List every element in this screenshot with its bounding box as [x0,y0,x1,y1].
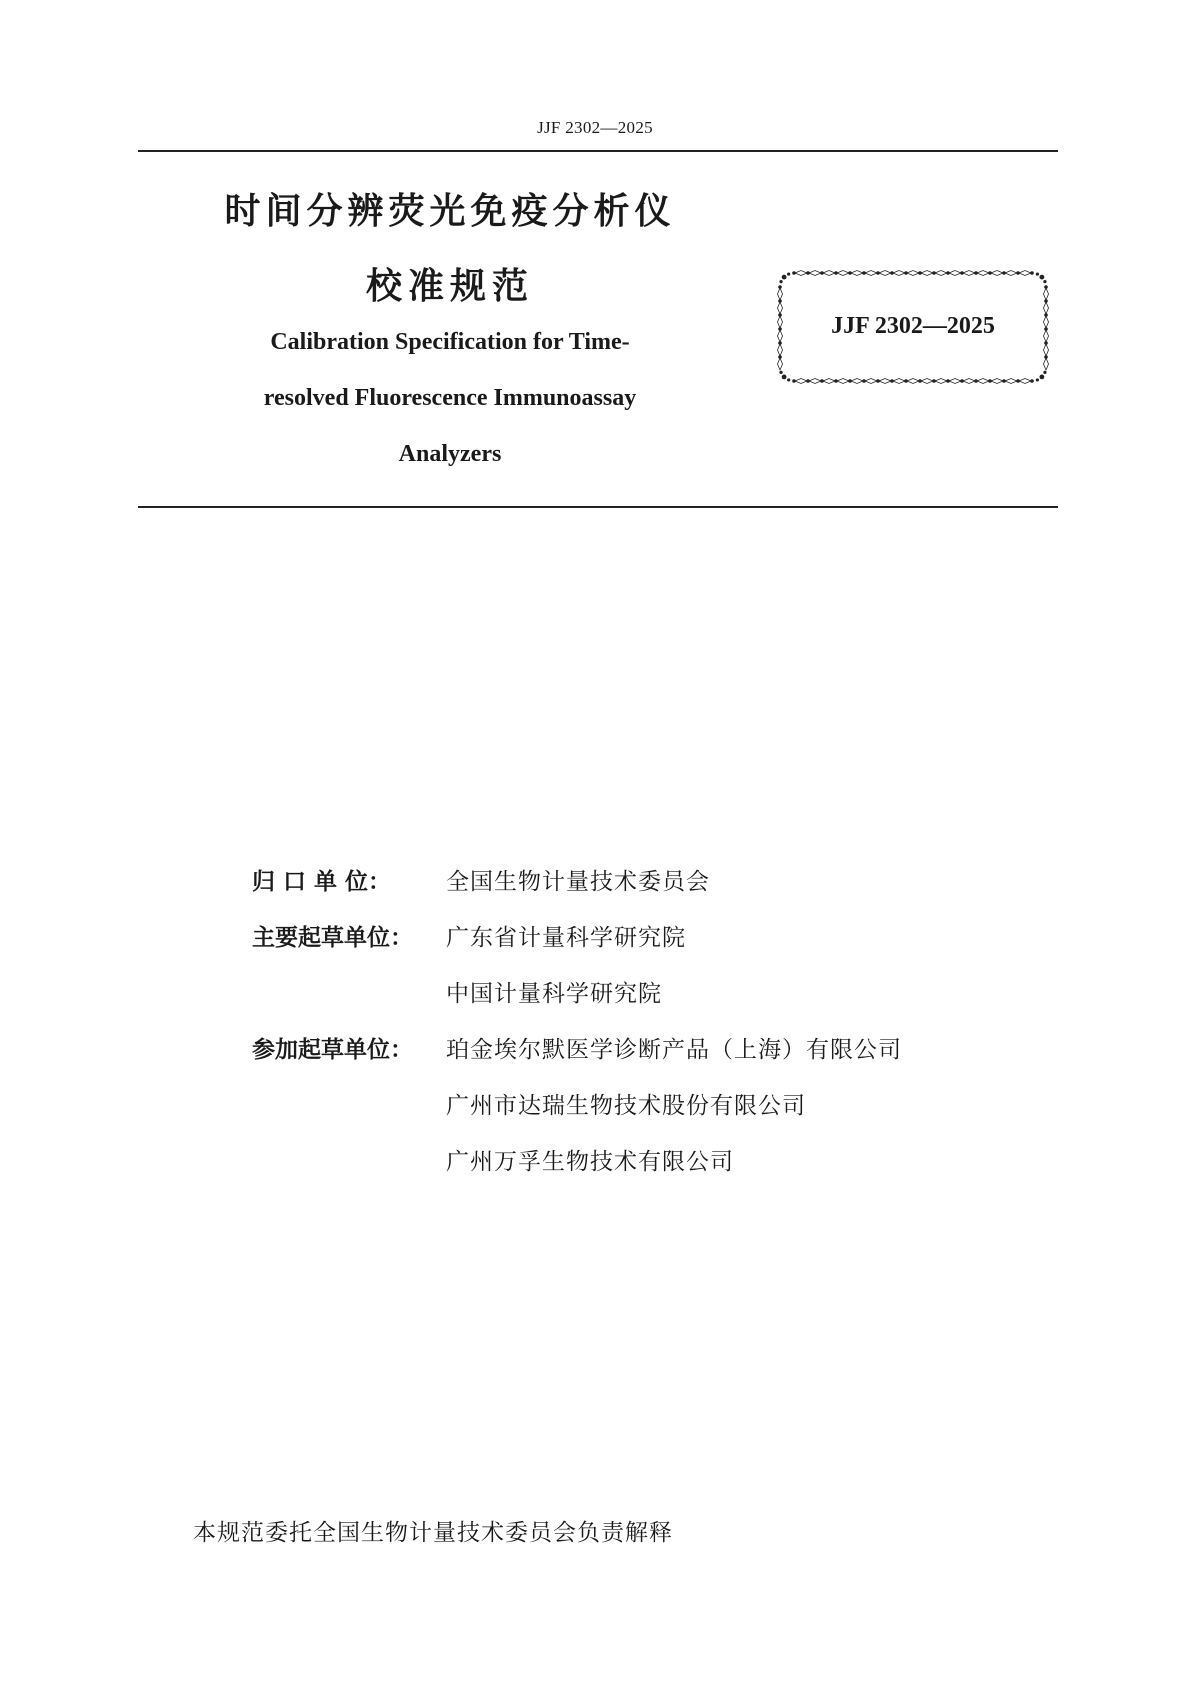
standard-code-box [774,267,1052,387]
border-diamond [991,271,1003,276]
border-diamond [778,344,783,356]
border-diamond [921,379,933,384]
border-dot [787,378,790,381]
border-diamond [1005,379,1017,384]
border-diamond [851,271,863,276]
border-dot [1030,379,1034,383]
border-dot [1030,271,1034,275]
border-diamond [963,379,975,384]
border-diamond [963,271,975,276]
border-diamond [1044,358,1049,370]
border-diamond [949,271,961,276]
border-diamond [795,271,807,276]
border-diamond [823,271,835,276]
border-dot [787,272,790,275]
border-diamond [1044,288,1049,300]
border-diamond [935,379,947,384]
border-dot [1043,280,1046,283]
top-divider [138,150,1058,152]
title-english-line-2: resolved Fluorescence Immunoassay [263,385,637,411]
border-diamond [795,379,807,384]
border-diamond [879,379,891,384]
border-diamond [778,358,783,370]
border-diamond [907,379,919,384]
border-diamond [823,379,835,384]
responsible-unit-value: 全国生物计量技术委员会 [446,869,710,895]
main-drafting-unit-1: 广东省计量科学研究院 [446,925,686,951]
border-diamond [1005,271,1017,276]
border-diamond [893,379,905,384]
border-diamond [893,271,905,276]
border-diamond [879,271,891,276]
border-diamond [837,379,849,384]
title-english-line-1: Calibration Specification for Time- [270,329,630,355]
border-diamond [851,379,863,384]
border-dot [782,374,787,379]
border-diamond [865,379,877,384]
border-diamond [935,271,947,276]
border-diamond [907,271,919,276]
border-diamond [1019,271,1031,276]
interpretation-note: 本规范委托全国生物计量技术委员会负责解释 [193,1520,673,1546]
participating-unit-2: 广州市达瑞生物技术股份有限公司 [446,1093,806,1119]
title-english-line-3: Analyzers [398,441,502,467]
border-diamond [809,271,821,276]
participating-drafting-label: 参加起草单位： [252,1037,413,1063]
title-chinese: 时间分辨荧光免疫分析仪 [224,191,676,232]
border-diamond [977,271,989,276]
border-dot [779,280,782,283]
border-diamond [977,379,989,384]
border-diamond [949,379,961,384]
border-diamond [837,271,849,276]
border-diamond [809,379,821,384]
border-dot [1036,272,1039,275]
border-diamond [865,271,877,276]
border-diamond [991,379,1003,384]
border-dot [782,275,787,280]
border-diamond [1044,344,1049,356]
border-diamond [921,271,933,276]
border-diamond [778,288,783,300]
subtitle-chinese: 校准规范 [365,266,534,307]
participating-unit-3: 广州万孚生物技术有限公司 [446,1149,734,1175]
main-drafting-unit-2: 中国计量科学研究院 [446,981,662,1007]
border-dot [1043,371,1046,374]
border-diamond [1019,379,1031,384]
bottom-divider [138,506,1058,508]
border-dot [1039,275,1044,280]
header-standard-code: JJF 2302—2025 [537,118,653,137]
main-drafting-label: 主要起草单位： [252,925,413,951]
responsible-unit-label: 归 口 单 位： [252,869,392,895]
standard-code: JJF 2302—2025 [831,313,995,339]
border-dot [1039,374,1044,379]
participating-unit-1: 珀金埃尔默医学诊断产品（上海）有限公司 [446,1037,902,1063]
border-dot [1036,378,1039,381]
border-dot [779,371,782,374]
